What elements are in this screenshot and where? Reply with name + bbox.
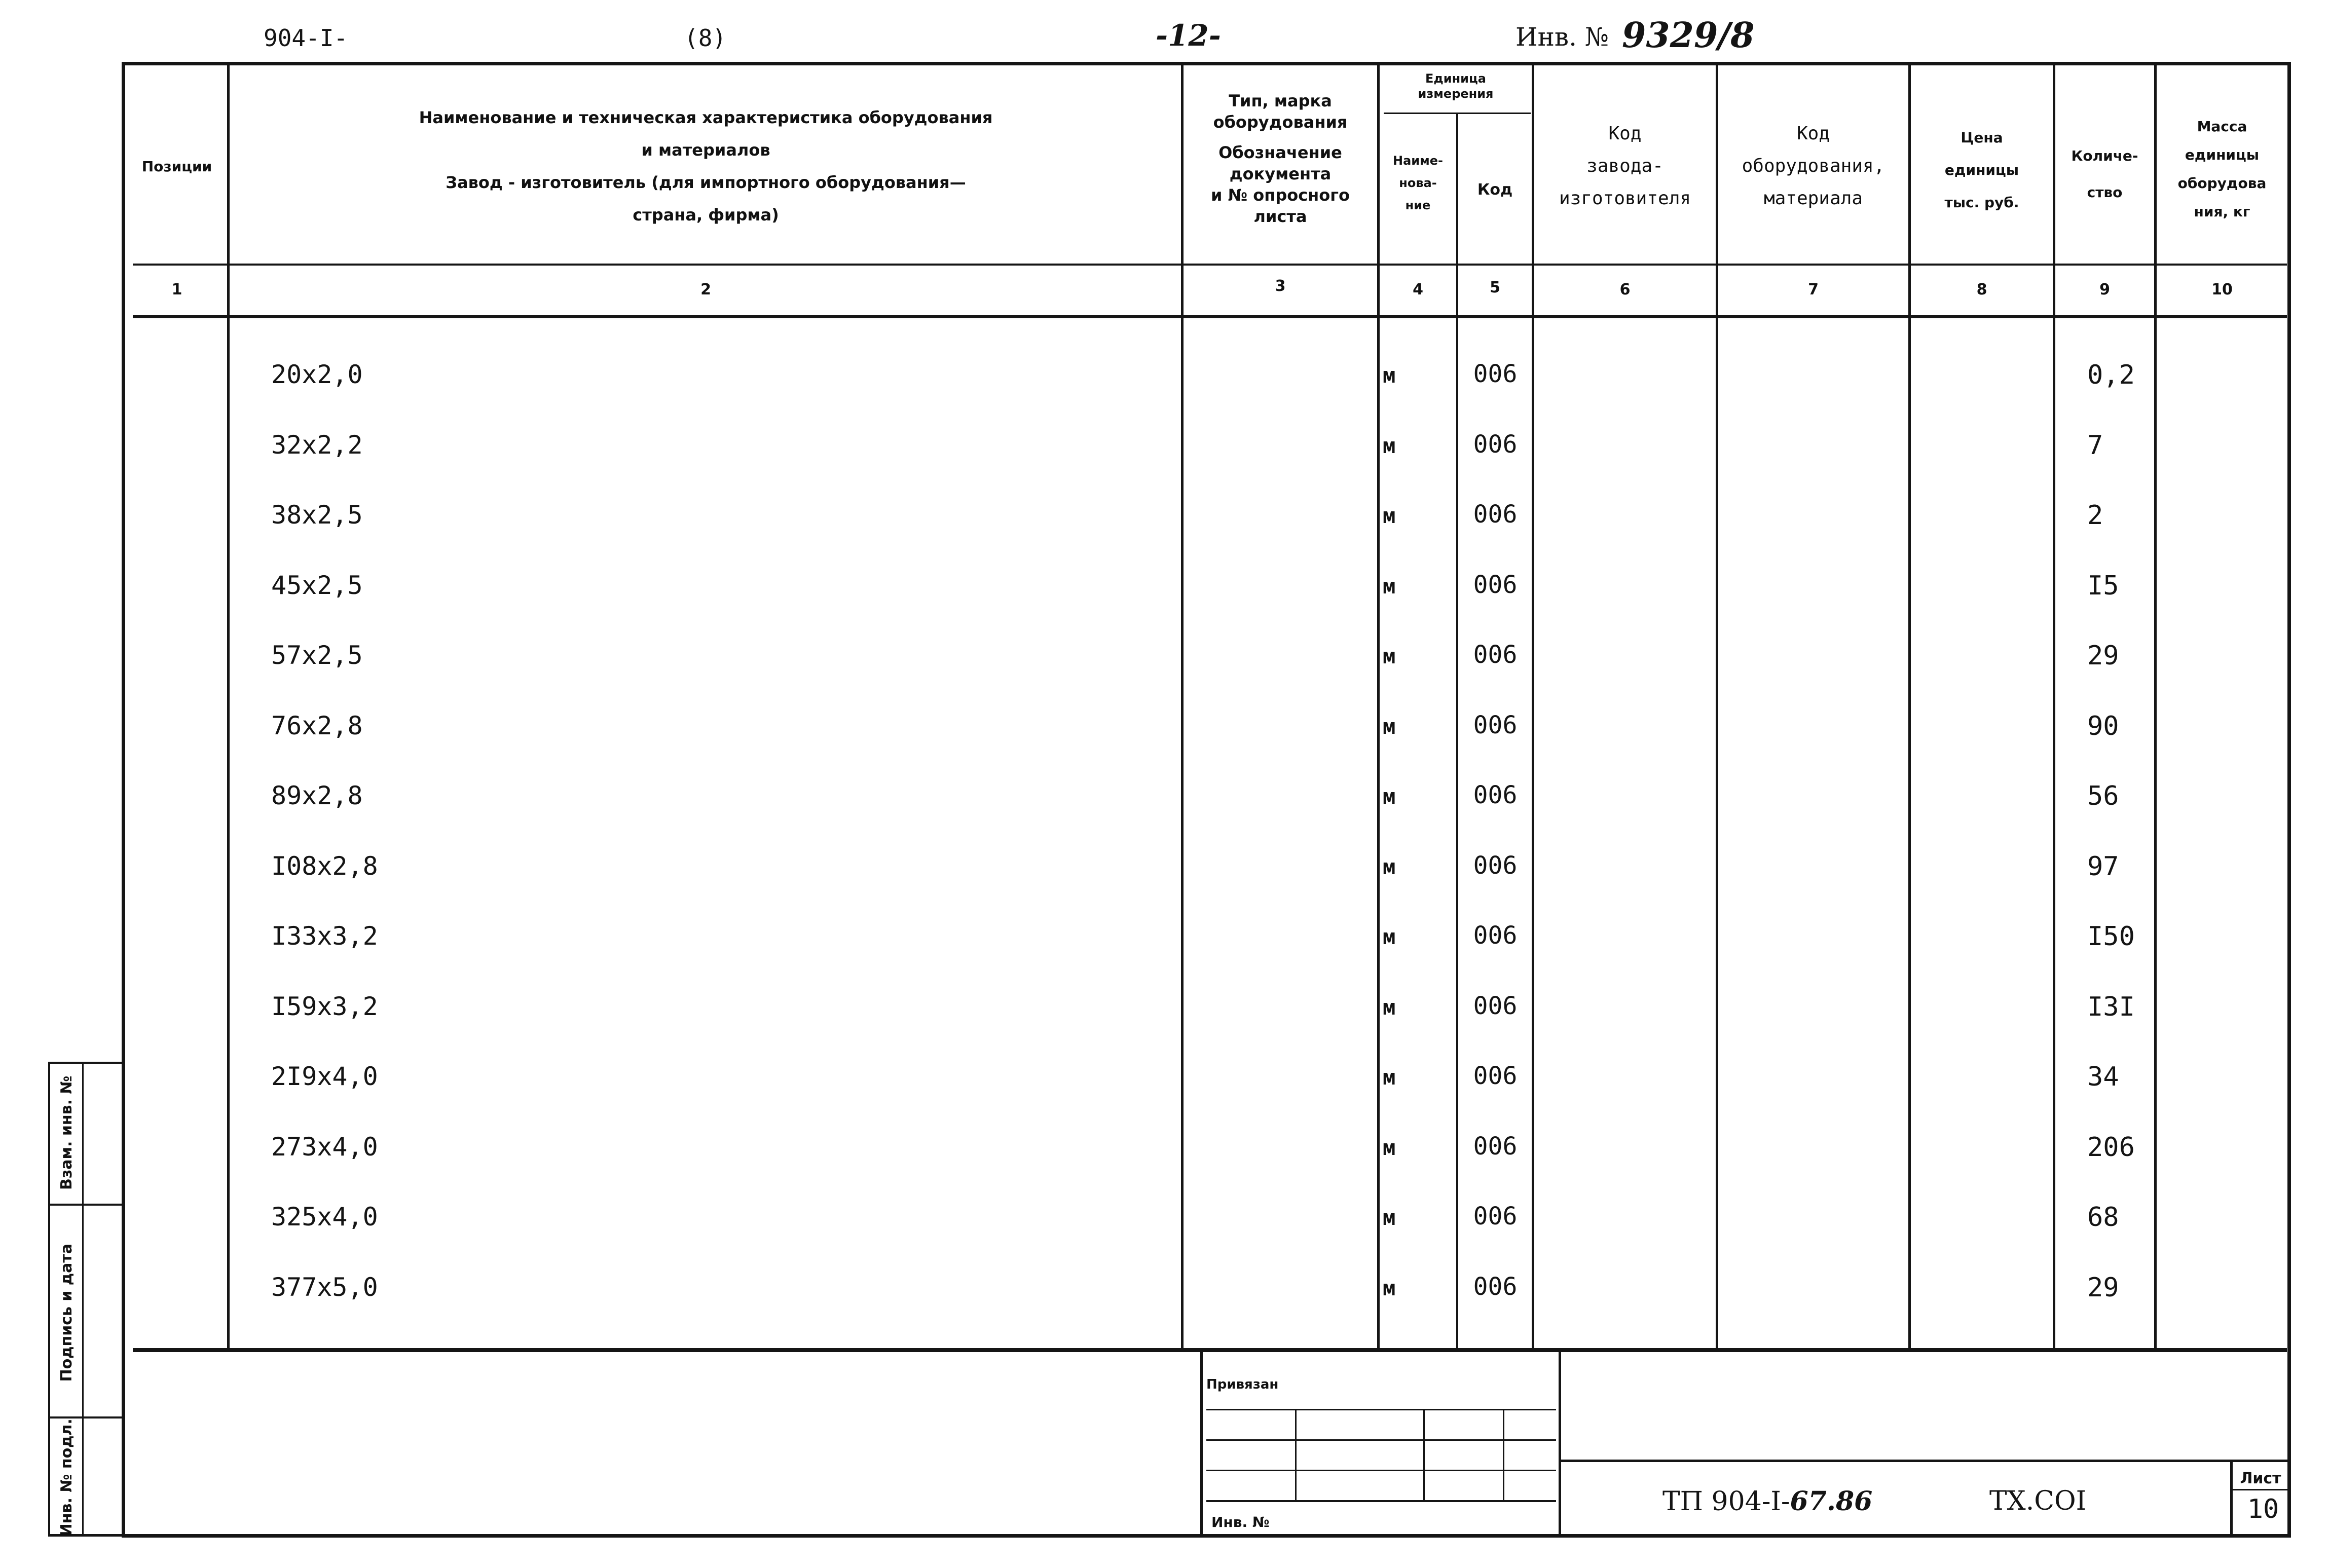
row-quantity: 56 <box>2087 781 2119 811</box>
row-unit: м <box>1383 363 1396 388</box>
row-unit-code: 006 <box>1473 360 1518 388</box>
stamp-inventory-label: Инв. № <box>1211 1514 1270 1530</box>
row-name: 377х5,0 <box>271 1273 378 1302</box>
row-unit: м <box>1383 433 1396 458</box>
row-unit: м <box>1383 1065 1396 1090</box>
row-unit-code: 006 <box>1473 921 1518 950</box>
row-unit-code: 006 <box>1473 781 1518 809</box>
header-factory-code <box>1534 118 1716 215</box>
header-equipment-code <box>1718 118 1908 215</box>
header-equipment-line3: материала <box>1763 188 1863 209</box>
row-name: 273х4,0 <box>271 1132 378 1162</box>
row-unit: м <box>1383 854 1396 879</box>
row-name: 57х2,5 <box>271 641 363 670</box>
header-mass-line3: оборудова <box>2177 175 2267 192</box>
header-factory-line3: изготовителя <box>1559 188 1691 209</box>
header-mass <box>2157 113 2287 226</box>
row-unit-code: 006 <box>1473 1062 1518 1090</box>
header-unit-group <box>1380 71 1532 101</box>
header-factory-line1: Код <box>1608 123 1642 144</box>
col-number-2: 2 <box>700 281 711 298</box>
row-name: 20х2,0 <box>271 360 363 389</box>
page-number: -12- <box>1156 18 1221 53</box>
document-code: ТХ.СОI <box>1989 1486 2087 1516</box>
header-unit-name <box>1380 150 1456 216</box>
row-name: 325х4,0 <box>271 1202 378 1231</box>
header-unit-name-line2: нова- <box>1399 176 1437 190</box>
row-quantity: 90 <box>2087 711 2119 741</box>
series-number: 904-I- <box>264 24 348 52</box>
header-unit-code: Код <box>1477 181 1513 199</box>
row-unit: м <box>1383 714 1396 739</box>
document-number <box>1662 1486 1872 1517</box>
header-price-line1: Цена <box>1961 129 2003 146</box>
row-unit-code: 006 <box>1473 500 1518 529</box>
row-unit-code: 006 <box>1473 1132 1518 1161</box>
row-quantity: 68 <box>2087 1202 2119 1233</box>
header-price-line3: тыс. руб. <box>1944 194 2019 211</box>
margin-replaced-inventory: Взам. инв. № <box>57 1075 76 1190</box>
row-unit-code: 006 <box>1473 571 1518 599</box>
document-number-prefix: ТП 904-I- <box>1662 1486 1790 1517</box>
header-equipment-line1: Код <box>1796 123 1830 144</box>
col-number-7: 7 <box>1808 281 1819 298</box>
header-equipment-line2: оборудования, <box>1742 156 1885 176</box>
stamp-attached-label: Привязан <box>1206 1377 1279 1392</box>
sheet-number: 10 <box>2247 1494 2279 1524</box>
row-unit: м <box>1383 1276 1396 1300</box>
col-number-8: 8 <box>1976 281 1987 298</box>
header-type-line2: оборудования <box>1213 113 1348 132</box>
row-unit-code: 006 <box>1473 430 1518 459</box>
header-quantity-line2: ство <box>2087 184 2123 201</box>
header-unit-name-line3: ние <box>1405 198 1431 212</box>
row-unit: м <box>1383 574 1396 599</box>
row-quantity: 2 <box>2087 500 2103 531</box>
row-unit-code: 006 <box>1473 641 1518 669</box>
header-unit-name-line1: Наиме- <box>1393 154 1443 168</box>
row-unit-code: 006 <box>1473 1273 1518 1301</box>
row-name: 38х2,5 <box>271 500 363 530</box>
header-name <box>231 101 1181 231</box>
header-name-line4: страна, фирма) <box>633 205 779 225</box>
row-unit: м <box>1383 784 1396 809</box>
row-quantity: 7 <box>2087 430 2103 461</box>
row-quantity: 34 <box>2087 1062 2119 1092</box>
row-unit-code: 006 <box>1473 851 1518 880</box>
col-number-4: 4 <box>1413 281 1423 298</box>
header-factory-line2: завода- <box>1586 156 1663 176</box>
header-quantity <box>2055 138 2154 211</box>
header-unit-line2: измерения <box>1418 87 1494 101</box>
document-number-suffix: 67.86 <box>1790 1486 1873 1517</box>
header-name-line1: Наименование и техническая характеристика оборудования <box>419 108 993 127</box>
row-name: 2I9х4,0 <box>271 1062 378 1091</box>
row-quantity: 29 <box>2087 641 2119 671</box>
header-mass-line1: Масса <box>2197 118 2247 135</box>
header-type <box>1184 90 1377 227</box>
row-quantity: 97 <box>2087 851 2119 882</box>
row-quantity: 29 <box>2087 1273 2119 1303</box>
header-positions: Позиции <box>141 158 212 175</box>
row-name: 32х2,2 <box>271 430 363 460</box>
header-type-line1: Тип, марка <box>1229 91 1332 110</box>
col-number-10: 10 <box>2211 281 2233 298</box>
row-unit: м <box>1383 1135 1396 1160</box>
part-number: (8) <box>684 24 727 52</box>
header-type-line6: листа <box>1253 207 1307 226</box>
row-unit: м <box>1383 924 1396 949</box>
row-quantity: I50 <box>2087 921 2135 952</box>
row-unit-code: 006 <box>1473 1202 1518 1230</box>
row-quantity: I3I <box>2087 992 2135 1022</box>
row-name: I59х3,2 <box>271 992 378 1021</box>
row-unit: м <box>1383 1205 1396 1230</box>
row-name: 76х2,8 <box>271 711 363 740</box>
col-number-6: 6 <box>1619 281 1631 298</box>
row-quantity: 206 <box>2087 1132 2135 1163</box>
col-number-5: 5 <box>1490 279 1500 296</box>
row-unit-code: 006 <box>1473 992 1518 1020</box>
header-name-line2: и материалов <box>641 140 770 160</box>
row-name: I33х3,2 <box>271 921 378 951</box>
row-quantity: 0,2 <box>2087 360 2135 390</box>
header-mass-line4: ния, кг <box>2194 203 2250 220</box>
row-unit: м <box>1383 503 1396 528</box>
row-name: 45х2,5 <box>271 571 363 600</box>
row-name: 89х2,8 <box>271 781 363 810</box>
header-price <box>1911 122 2053 219</box>
header-price-line2: единицы <box>1944 162 2019 178</box>
col-number-1: 1 <box>171 281 182 298</box>
header-type-line3: Обозначение <box>1218 143 1342 162</box>
margin-original-inventory: Инв. № подл. <box>57 1418 76 1537</box>
col-number-3: 3 <box>1275 277 1286 295</box>
header-type-line5: и № опросного <box>1211 185 1350 205</box>
header-type-line4: документа <box>1229 164 1332 183</box>
row-unit: м <box>1383 995 1396 1020</box>
header-quantity-line1: Количе- <box>2071 147 2138 164</box>
col-number-9: 9 <box>2099 281 2110 298</box>
row-unit: м <box>1383 644 1396 668</box>
row-name: I08х2,8 <box>271 851 378 881</box>
inventory-number: 9329/8 <box>1622 15 1755 56</box>
header-mass-line2: единицы <box>2185 146 2260 163</box>
header-name-line3: Завод - изготовитель (для импортного оборудования— <box>446 173 966 192</box>
header-unit-line1: Единица <box>1425 71 1486 86</box>
row-unit-code: 006 <box>1473 711 1518 739</box>
inventory-label: Инв. № <box>1515 22 1609 52</box>
row-quantity: I5 <box>2087 571 2119 601</box>
margin-signature-date: Подпись и дата <box>57 1244 76 1382</box>
sheet-label: Лист <box>2240 1470 2281 1487</box>
